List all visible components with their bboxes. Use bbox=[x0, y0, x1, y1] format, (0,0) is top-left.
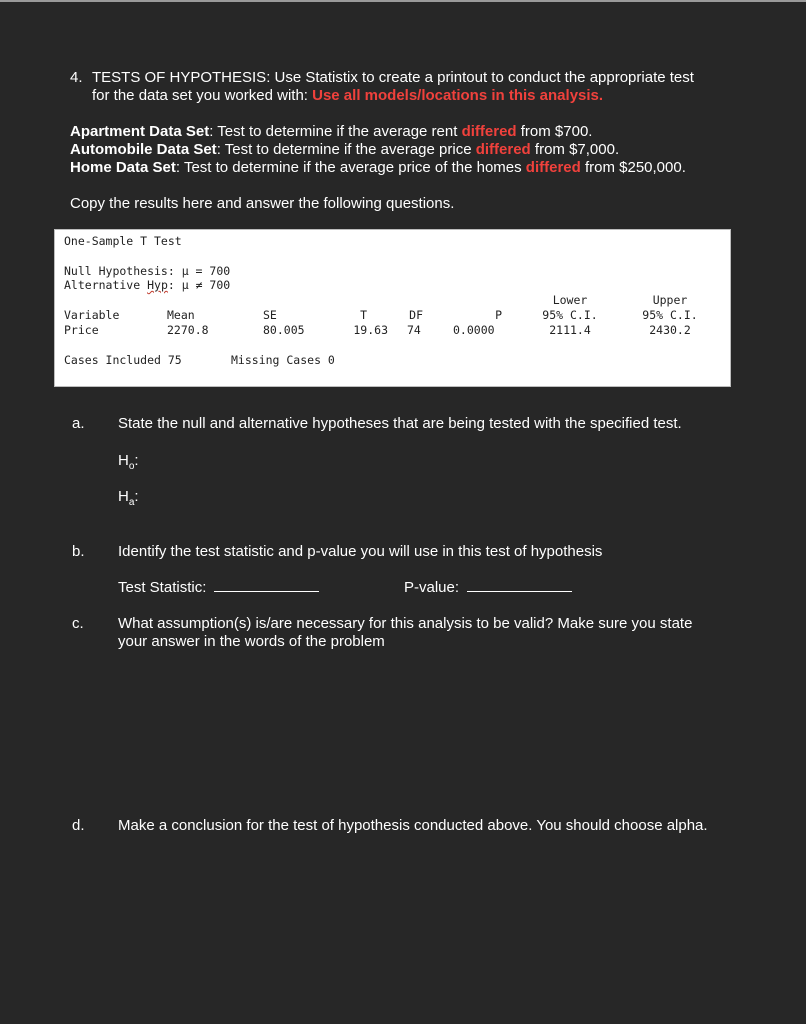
cases-included: Cases Included 75 bbox=[64, 353, 182, 367]
test-statistic-text: Test Statistic: bbox=[118, 579, 207, 596]
p-value-label bbox=[404, 579, 572, 596]
header-variable: Variable bbox=[64, 308, 120, 322]
dataset-text-end: from $7,000. bbox=[530, 141, 620, 158]
row-se: 80.005 bbox=[263, 323, 305, 337]
question-line1: TESTS OF HYPOTHESIS: Use Statistix to create a printout to conduct the appropriate test bbox=[92, 69, 694, 86]
test-statistic-blank[interactable] bbox=[214, 579, 319, 592]
part-c-text-line1: What assumption(s) is/are necessary for this analysis to be valid? Make sure you state bbox=[118, 615, 693, 632]
question-number: 4. bbox=[70, 69, 83, 86]
alt-word: Hyp bbox=[147, 278, 168, 292]
dataset-text: : Test to determine if the average rent bbox=[209, 123, 462, 140]
part-a-text: State the null and alternative hypotheses that are being tested with the specified test. bbox=[118, 415, 682, 432]
row-upper: 2430.2 bbox=[649, 323, 691, 337]
h0-letter: H bbox=[118, 452, 129, 469]
dataset-name: Automobile Data Set bbox=[70, 141, 217, 158]
dataset-text-end: from $700. bbox=[516, 123, 593, 140]
alternative-hypothesis bbox=[64, 279, 230, 292]
dataset-apartment bbox=[70, 123, 592, 140]
dataset-name: Home Data Set bbox=[70, 159, 176, 176]
top-border bbox=[0, 0, 806, 2]
part-c-letter: c. bbox=[72, 615, 84, 632]
row-df: 74 bbox=[407, 323, 421, 337]
question-title bbox=[70, 68, 694, 87]
dataset-keyword: differed bbox=[461, 123, 517, 140]
dataset-home bbox=[70, 159, 686, 176]
h0-subscript: o bbox=[128, 461, 135, 472]
dataset-text: : Test to determine if the average price bbox=[216, 141, 476, 158]
part-a-letter: a. bbox=[72, 415, 85, 432]
ha-subscript: a bbox=[128, 497, 135, 508]
missing-cases: Missing Cases 0 bbox=[231, 353, 335, 367]
ha-label: $H_a$: bbox=[118, 488, 139, 508]
header-mean: Mean bbox=[167, 308, 195, 322]
part-d-letter: d. bbox=[72, 817, 85, 834]
alt-prefix: Alternative bbox=[64, 278, 148, 292]
h0-label: $H_o$: bbox=[118, 452, 139, 472]
alt-suffix: : μ ≠ 700 bbox=[167, 278, 231, 292]
row-mean: 2270.8 bbox=[167, 323, 209, 337]
header-t: T bbox=[360, 308, 367, 322]
statistix-printout bbox=[54, 229, 731, 387]
dataset-text-end: from $250,000. bbox=[580, 159, 686, 176]
dataset-keyword: differed bbox=[525, 159, 581, 176]
row-lower: 2111.4 bbox=[549, 323, 591, 337]
question-line2-emphasis: Use all models/locations in this analysis. bbox=[312, 87, 604, 104]
header-lower-top: Lower bbox=[552, 293, 588, 307]
null-hypothesis: Null Hypothesis: μ = 700 bbox=[64, 264, 231, 278]
printout-title: One-Sample T Test bbox=[64, 234, 182, 248]
question-line2 bbox=[92, 87, 603, 104]
header-se: SE bbox=[263, 308, 277, 322]
question-line2-text: for the data set you worked with: bbox=[92, 87, 313, 104]
header-p: P bbox=[495, 308, 502, 322]
p-value-blank[interactable] bbox=[467, 579, 572, 592]
part-c-text-line2: your answer in the words of the problem bbox=[118, 633, 385, 650]
part-b-letter: b. bbox=[72, 543, 85, 560]
test-statistic-label bbox=[118, 579, 319, 596]
row-p: 0.0000 bbox=[453, 323, 495, 337]
header-upper-bottom: 95% C.I. bbox=[642, 308, 698, 322]
header-lower-bottom: 95% C.I. bbox=[542, 308, 598, 322]
dataset-name: Apartment Data Set bbox=[70, 123, 210, 140]
header-upper-top: Upper bbox=[652, 293, 688, 307]
part-b-text: Identify the test statistic and p-value you will use in this test of hypothesis bbox=[118, 543, 603, 560]
row-variable: Price bbox=[64, 323, 99, 337]
ha-letter: H bbox=[118, 488, 129, 505]
copy-instruction: Copy the results here and answer the following questions. bbox=[70, 195, 455, 212]
header-df: DF bbox=[409, 308, 423, 322]
row-t: 19.63 bbox=[353, 323, 388, 337]
part-d-text: Make a conclusion for the test of hypothesis conducted above. You should choose alpha. bbox=[118, 817, 708, 834]
p-value-text: P-value: bbox=[404, 579, 460, 596]
dataset-keyword: differed bbox=[475, 141, 531, 158]
dataset-text: : Test to determine if the average price of the homes bbox=[175, 159, 526, 176]
dataset-automobile bbox=[70, 141, 619, 158]
